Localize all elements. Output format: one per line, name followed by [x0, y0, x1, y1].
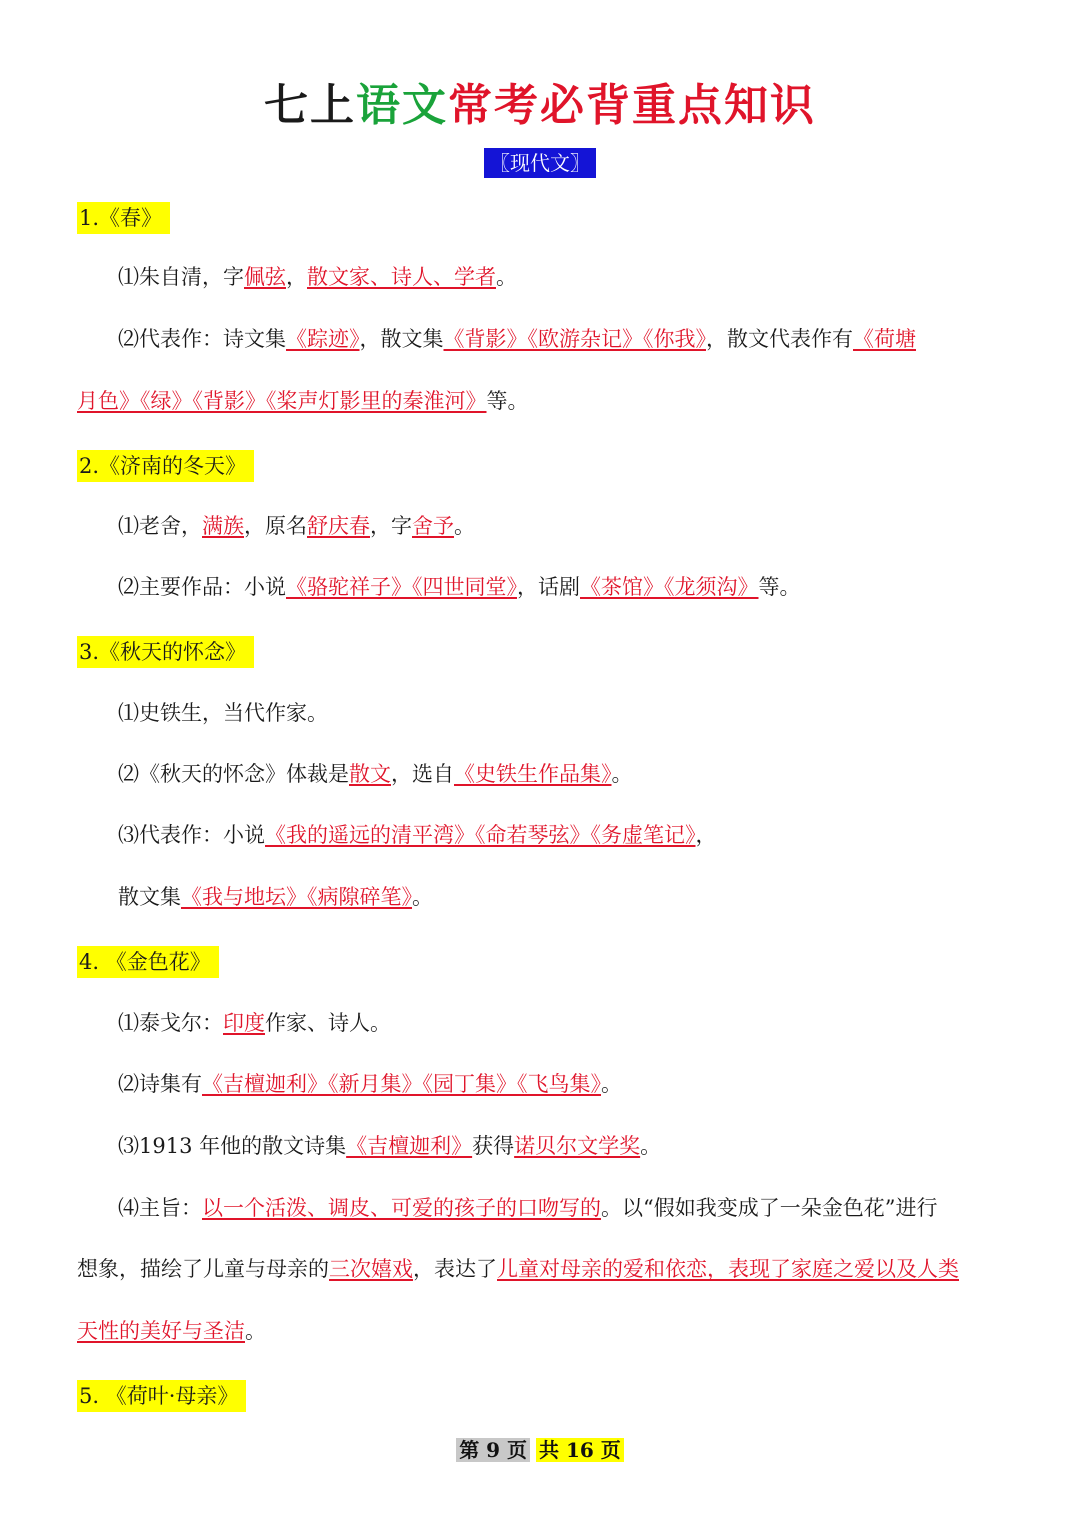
s4-line-1: ⑴泰戈尔：印度作家、诗人。 [118, 1011, 391, 1035]
page-footer [0, 1436, 1080, 1464]
s4-line-5: 想象，描绘了儿童与母亲的三次嬉戏，表达了儿童对母亲的爱和依恋，表现了家庭之爱以及人类 [77, 1257, 959, 1281]
s2-line-1: ⑴老舍，满族，原名舒庆春，字舍予。 [118, 514, 475, 538]
s4-line-4: ⑷主旨：以一个活泼、调皮、可爱的孩子的口吻写的。以“假如我变成了一朵金色花”进行 [118, 1196, 938, 1220]
page-total: 共 16 页 [536, 1438, 624, 1462]
title-part-1: 七上 [264, 80, 356, 131]
section-heading-5: 5. 《荷叶·母亲》 [77, 1380, 246, 1412]
s4-line-6: 天性的美好与圣洁。 [77, 1319, 266, 1343]
s1-line-1: ⑴朱自清，字佩弦，散文家、诗人、学者。 [118, 265, 517, 289]
s3-line-3: ⑶代表作：小说《我的遥远的清平湾》《命若琴弦》《务虚笔记》， [118, 823, 717, 847]
section-heading-1: 1.《春》 [77, 202, 170, 234]
s4-line-3: ⑶1913 年他的散文诗集《吉檀迦利》获得诺贝尔文学奖。 [118, 1134, 662, 1158]
s2-line-2: ⑵主要作品：小说《骆驼祥子》《四世同堂》，话剧《茶馆》《龙须沟》等。 [118, 575, 801, 599]
section-heading-2: 2.《济南的冬天》 [77, 450, 254, 482]
s3-line-4: 散文集《我与地坛》《病隙碎笔》。 [118, 885, 433, 909]
s3-line-2: ⑵《秋天的怀念》体裁是散文，选自《史铁生作品集》。 [118, 762, 633, 786]
s1-line-2: ⑵代表作：诗文集《踪迹》，散文集《背影》《欧游杂记》《你我》，散文代表作有《荷塘 [118, 327, 916, 351]
s4-line-2: ⑵诗集有《吉檀迦利》《新月集》《园丁集》《飞鸟集》。 [118, 1072, 622, 1096]
title-part-2: 语文 [356, 80, 448, 131]
page-number: 第 9 页 [456, 1438, 530, 1462]
page-title [0, 78, 1080, 134]
section-heading-4: 4. 《金色花》 [77, 946, 219, 978]
section-heading-3: 3.《秋天的怀念》 [77, 636, 254, 668]
s1-line-3: 月色》《绿》《背影》《桨声灯影里的秦淮河》等。 [77, 389, 529, 413]
section-subtitle-badge: 〖现代文〗 [484, 148, 596, 178]
title-part-3: 常考必背重点知识 [448, 80, 816, 131]
s3-line-1: ⑴史铁生，当代作家。 [118, 701, 328, 725]
